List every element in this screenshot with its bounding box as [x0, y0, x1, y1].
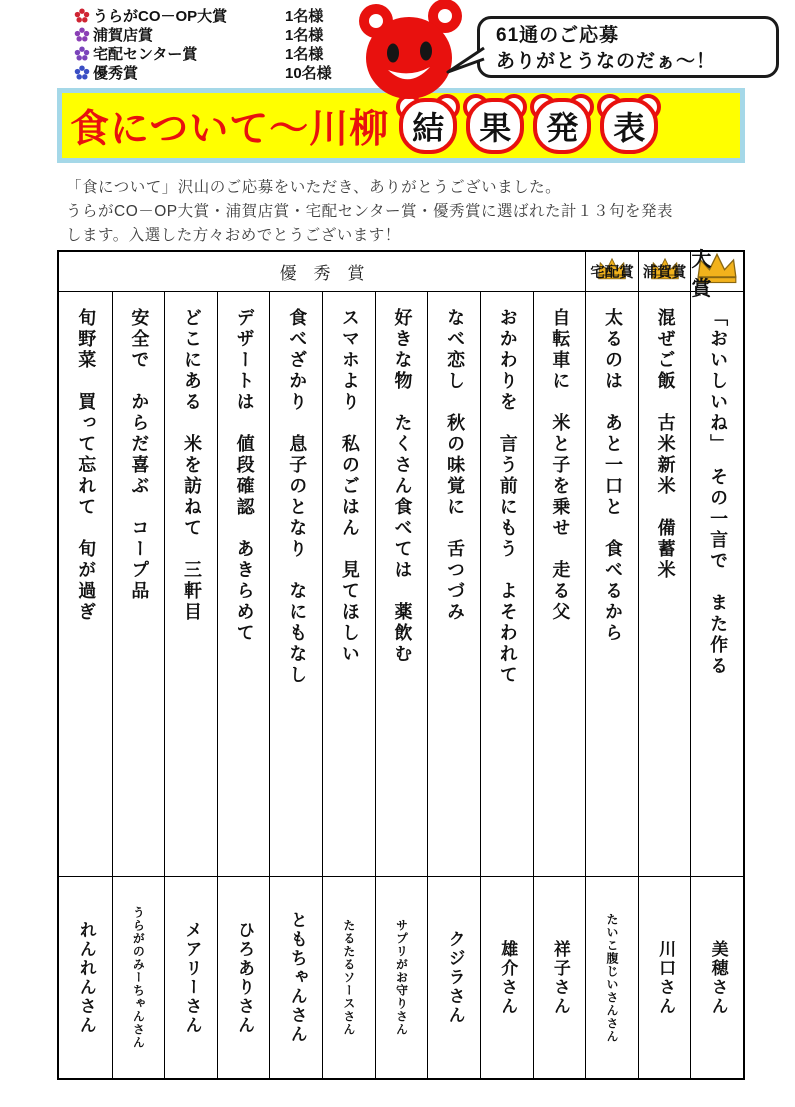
award-count: 10名様	[285, 65, 332, 82]
bear-badge	[466, 98, 524, 154]
badge-char: 結	[412, 109, 445, 146]
intro-line: します。入選した方々おめでとうございます！	[66, 227, 401, 244]
poem-cell: なべ恋し 秋の味覚に 舌つづみ	[427, 292, 480, 876]
poem-cell: 食べざかり 息子のとなり なにもなし	[269, 292, 322, 876]
speech-bubble	[477, 16, 779, 78]
speech-line: ありがとうなのだぁ～！	[496, 51, 717, 72]
poem-cell: 好きな物 たくさん食べては 薬飲む	[375, 292, 428, 876]
header-grand-prize: 大 賞	[690, 252, 743, 292]
winner-name-cell: たるたるソースさん	[322, 876, 375, 1078]
bear-badge	[533, 98, 591, 154]
badge-char: 果	[479, 109, 512, 146]
bear-badge	[399, 98, 457, 154]
speech-line: 61通のご応募	[496, 25, 620, 46]
legend-row	[74, 63, 374, 82]
winner-name-cell: 雄介さん	[480, 876, 533, 1078]
header-excellence-award: 優 秀 賞	[59, 252, 585, 292]
award-count: 1名様	[285, 27, 324, 44]
award-legend	[74, 6, 374, 82]
legend-row	[74, 44, 374, 63]
poem-cell: どこにある 米を訪ねて 三軒目	[164, 292, 217, 876]
winner-name-cell: メアリーさん	[164, 876, 217, 1078]
flower-icon	[74, 65, 90, 81]
page-title: 食について～川柳	[70, 107, 390, 151]
award-name: 浦賀店賞	[93, 27, 154, 44]
legend-row	[74, 25, 374, 44]
result-badges	[399, 98, 658, 154]
winner-name-cell: ともちゃんさん	[269, 876, 322, 1078]
award-name: 優秀賞	[93, 65, 139, 82]
poem-cell: 混ぜご飯 古米新米 備蓄米	[638, 292, 691, 876]
intro-line: 「食について」沢山のご応募をいただき、ありがとうございました。	[66, 179, 562, 196]
legend-row	[74, 6, 374, 25]
bear-badge	[600, 98, 658, 154]
flower-icon	[74, 8, 90, 24]
intro-paragraph	[66, 176, 736, 248]
poem-cell: 安全で からだ喜ぶ コープ品	[112, 292, 165, 876]
award-count: 1名様	[285, 8, 324, 25]
poem-cell: おかわりを 言う前にもう よそわれて	[480, 292, 533, 876]
speech-bubble-tail	[446, 46, 486, 76]
header-uraga-award: 浦賀賞	[638, 252, 691, 292]
winner-name-cell: クジラさん	[427, 876, 480, 1078]
badge-char: 発	[546, 109, 579, 146]
winner-name-cell: たいこ腹じいさんさん	[585, 876, 638, 1078]
award-name: 宅配センター賞	[93, 46, 198, 63]
flower-icon	[74, 27, 90, 43]
winner-name-cell: 祥子さん	[533, 876, 586, 1078]
poem-cell: 旬野菜 買って忘れて 旬が過ぎ	[75, 308, 97, 623]
poem-cell: デザートは 値段確認 あきらめて	[217, 292, 270, 876]
winner-name-cell: うらがのみーちゃんさん	[112, 876, 165, 1078]
winner-name-cell: 美穂さん	[690, 876, 743, 1078]
poem-cell: 「おいしいね」 その一言で また作る	[690, 292, 743, 876]
poem-cell: 太るのは あと一口と 食べるから	[585, 292, 638, 876]
header-takuhai-award: 宅配賞	[585, 252, 638, 292]
winner-name-cell: ひろありさん	[217, 876, 270, 1078]
poem-cell: スマホより 私のごはん 見てほしい	[322, 292, 375, 876]
winner-name-cell: 川口さん	[638, 876, 691, 1078]
poem-cell: 自転車に 米と子を乗せ 走る父	[533, 292, 586, 876]
winner-name-cell: サプリがお守りさん	[375, 876, 428, 1078]
award-count: 1名様	[285, 46, 324, 63]
intro-line: うらがCO－OP大賞・浦賀店賞・宅配センター賞・優秀賞に選ばれた計１３句を発表	[66, 203, 674, 220]
badge-char: 表	[613, 109, 646, 146]
winner-name-cell: れんれんさん	[59, 876, 112, 1078]
award-name: うらがCO－OP大賞	[93, 8, 228, 25]
flower-icon	[74, 46, 90, 62]
results-table	[57, 250, 745, 1080]
